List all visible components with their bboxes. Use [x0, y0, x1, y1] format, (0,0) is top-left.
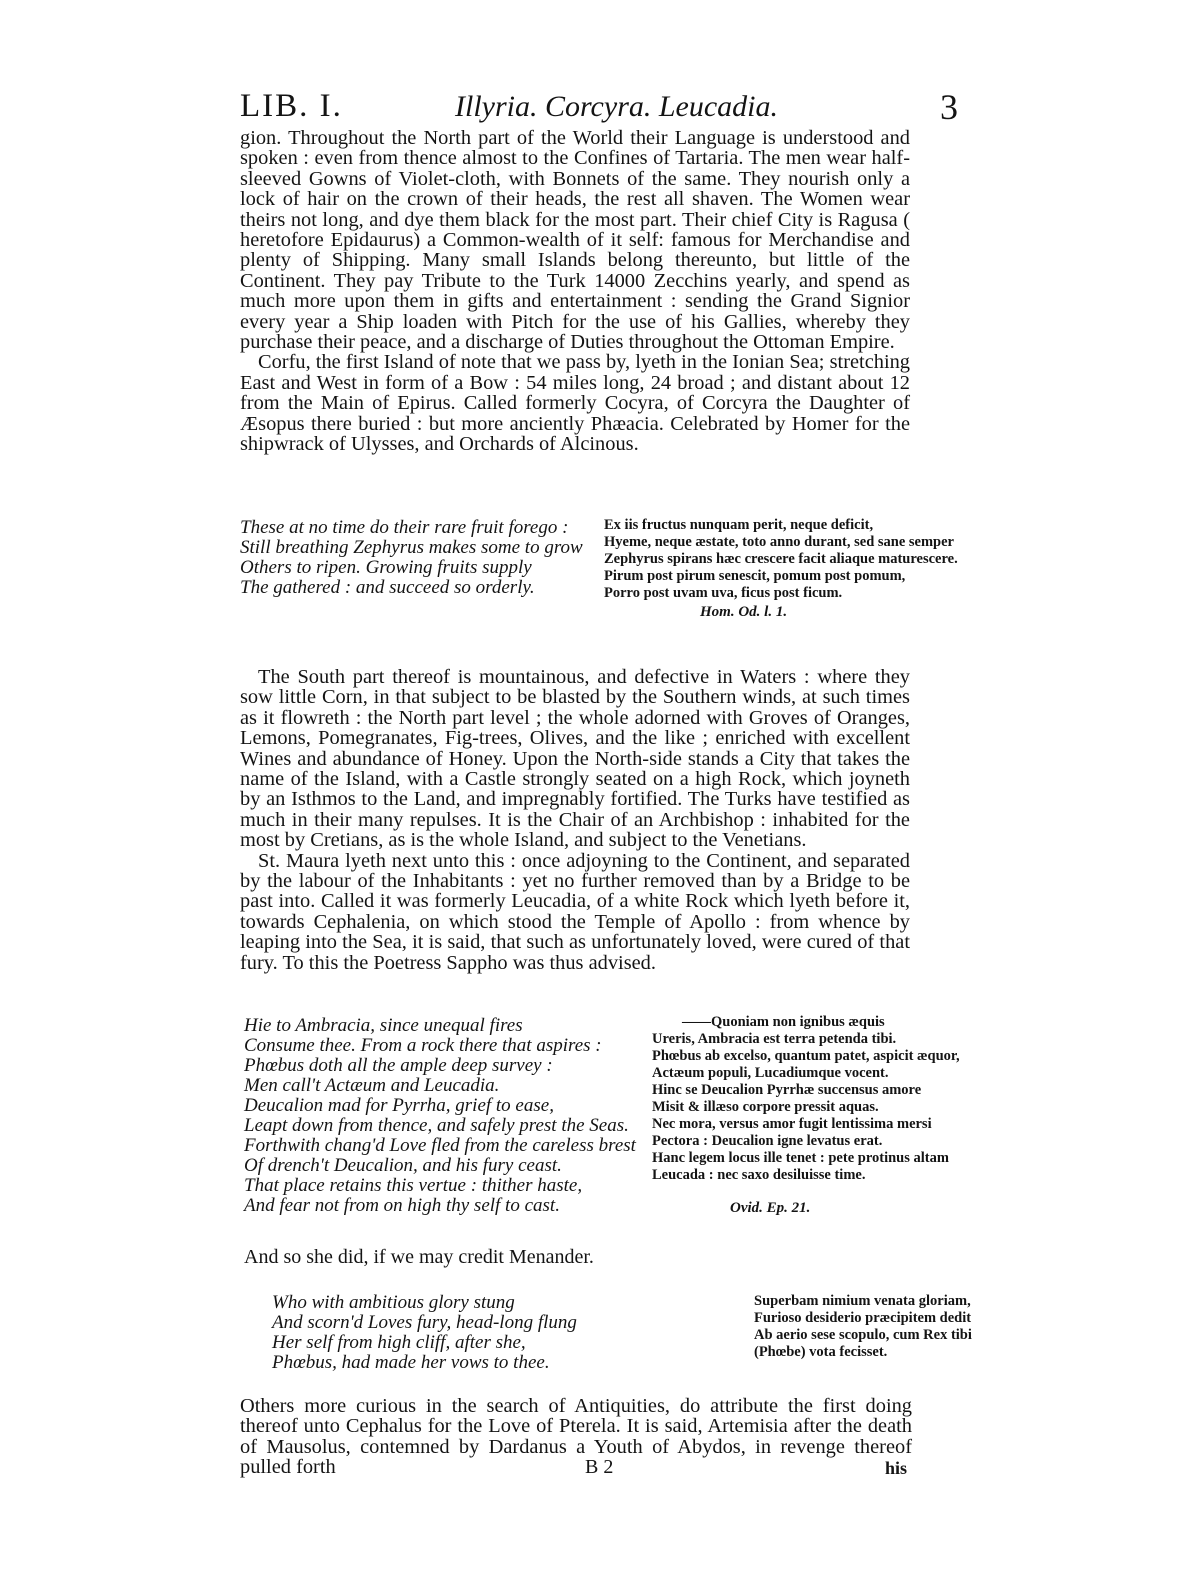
verse-line: Consume thee. From a rock there that aspires :: [244, 1035, 602, 1056]
verse-latin-menander: [754, 1293, 972, 1361]
verse-line: Deucalion mad for Pyrrha, grief to ease,: [244, 1095, 554, 1116]
verse-line: Of drench't Deucalion, and his fury ceast.: [244, 1155, 562, 1176]
latin-line: Misit & illæso corpore pressit aquas.: [652, 1099, 879, 1115]
verse-line: Forthwith chang'd Love fled from the careless brest: [244, 1135, 636, 1156]
latin-line: (Phœbe) vota fecisset.: [754, 1344, 888, 1360]
citation-homer: Hom. Od. l. 1.: [700, 604, 788, 620]
paragraph-corfu-description: The South part thereof is mountainous, and defective in Waters : where they sow little Corn, in that subject to be blasted by the Southern winds, at such times as it flowreth : the North part level ; the whole adorned with Groves of Oranges, Lemons, Pomegranates, Fig-trees, Olives, and the like ; enriched with excellent Wines and abundance of Honey. Upon the North-side stands a City that takes the name of the Island, with a Castle strongly seated on a high Rock, which joyneth by an Isthmos to the Land, and impregnably fortified. The Turks have testified as much in their many repulses. It is the Chair of an Archbishop : inhabited for the most by Cretians, as is the whole Island, and subject to the Venetians.: [240, 666, 910, 852]
latin-line: Phœbus ab excelso, quantum patet, aspicit æquor,: [652, 1048, 960, 1064]
latin-line: Ab aerio sese scopulo, cum Rex tibi: [754, 1327, 972, 1343]
paragraph-menander: And so she did, if we may credit Menander.: [244, 1246, 594, 1268]
latin-line: Pirum post pirum senescit, pomum post pomum,: [604, 568, 906, 584]
verse-line: Hie to Ambracia, since unequal fires: [244, 1015, 523, 1036]
latin-line: Zephyrus spirans hæc crescere facit aliaque maturescere.: [604, 551, 958, 567]
text-block-3: [240, 1396, 912, 1478]
verse-line: These at no time do their rare fruit forego :: [240, 517, 569, 538]
citation-ovid: Ovid. Ep. 21.: [730, 1200, 811, 1216]
latin-line: Hyeme, neque æstate, toto anno durant, sed sane semper: [604, 534, 954, 550]
verse-line: And scorn'd Loves fury, head-long flung: [272, 1312, 577, 1333]
latin-line: Superbam nimium venata gloriam,: [754, 1293, 971, 1309]
paragraph-antiquities: Others more curious in the search of Antiquities, do attribute the first doing thereof unto Cephalus for the Love of Pterela. It is said, Artemisia after the death of Mausolus, contemned by Dardanus a Youth of Abydos, in revenge thereof pulled forth: [240, 1395, 912, 1479]
latin-line: Nec mora, versus amor fugit lentissima mersi: [652, 1116, 932, 1132]
signature-mark: B 2: [585, 1456, 614, 1478]
latin-line: Pectora : Deucalion igne levatus erat.: [652, 1133, 883, 1149]
verse-line: Still breathing Zephyrus makes some to grow: [240, 537, 583, 558]
verse-line: Men call't Actæum and Leucadia.: [244, 1075, 500, 1096]
latin-line: Hinc se Deucalion Pyrrhæ succensus amore: [652, 1082, 922, 1098]
running-head-title: Illyria. Corcyra. Leucadia.: [455, 90, 779, 123]
verse-line: And fear not from on high thy self to cast.: [244, 1195, 560, 1216]
verse-line: Who with ambitious glory stung: [272, 1292, 515, 1313]
latin-line: Hanc legem locus ille tenet : pete protinus altam: [652, 1150, 949, 1166]
verse-english-menander: [272, 1293, 577, 1373]
catchword: his: [885, 1458, 908, 1478]
latin-line: Ex iis fructus nunquam perit, neque deficit,: [604, 517, 874, 533]
text-block-1: [240, 128, 910, 455]
paragraph-st-maura: St. Maura lyeth next unto this : once adjoyning to the Continent, and separated by the labour of the Inhabitants : yet no further removed than by a Bridge to be past into. Called it was formerly Leucadia, of a white Rock which lyeth before it, towards Cephalenia, on which stood the Temple of Apollo : from whence by leaping into the Sea, it is said, that such as unfortunately loved, were cured of that fury. To this the Poetress Sappho was thus advised.: [240, 849, 910, 974]
latin-line: Furioso desiderio præcipitem dedit: [754, 1310, 972, 1326]
paragraph-ragusa: gion. Throughout the North part of the World their Language is understood and spoken : even from thence almost to the Confines of Tartaria. The men wear half-sleeved Gowns of Violet-cloth, with Bonnets of the same. They nourish only a lock of hair on the crown of their heads, the rest all shaven. The Women wear theirs not long, and dye them black for the most part. Their chief City is Ragusa ( heretofore Epidaurus) a Common-wealth of it self: famous for Merchandise and plenty of Shipping. Many small Islands belong thereunto, but little of the Continent. They pay Tribute to the Turk 14000 Zecchins yearly, and spend as much more upon them in gifts and entertainment : sending the Grand Signior every year a Ship loaden with Pitch for the use of his Gallies, whereby they purchase their peace, and a discharge of Duties throughout the Ottoman Empire.: [240, 127, 910, 354]
latin-line: Leucada : nec saxo desiluisse time.: [652, 1167, 866, 1183]
latin-line: ——Quoniam non ignibus æquis: [682, 1014, 885, 1030]
page-number: 3: [940, 87, 958, 127]
verse-english-ovid: [244, 1016, 636, 1216]
verse-line: The gathered : and succeed so orderly.: [240, 577, 535, 598]
verse-line: Others to ripen. Growing fruits supply: [240, 557, 532, 578]
text-block-2: [240, 667, 910, 973]
paragraph-corfu: Corfu, the first Island of note that we pass by, lyeth in the Ionian Sea; stretching East and West in form of a Bow : 54 miles long, 24 broad ; and distant about 12 from the Main of Epirus. Called formerly Cocyra, of Corcyra the Daughter of Æsopus there buried : but more anciently Phæacia. Celebrated by Homer for the shipwrack of Ulysses, and Orchards of Alcinous.: [240, 351, 910, 456]
latin-line: Porro post uvam uva, ficus post ficum.: [604, 585, 843, 601]
verse-english-homer: [240, 518, 583, 598]
verse-latin-homer: [604, 517, 958, 602]
running-head-book: LIB. I.: [240, 88, 343, 124]
latin-line: Actæum populi, Lucadiumque vocent.: [652, 1065, 889, 1081]
latin-line: Ureris, Ambracia est terra petenda tibi.: [652, 1031, 897, 1047]
verse-latin-ovid: [652, 1014, 960, 1184]
verse-line: Her self from high cliff, after she,: [272, 1332, 526, 1353]
verse-line: Phœbus doth all the ample deep survey :: [244, 1055, 553, 1076]
verse-line: Leapt down from thence, and safely prest the Seas.: [244, 1115, 629, 1136]
verse-line: Phœbus, had made her vows to thee.: [272, 1352, 550, 1373]
verse-line: That place retains this vertue : thither haste,: [244, 1175, 583, 1196]
